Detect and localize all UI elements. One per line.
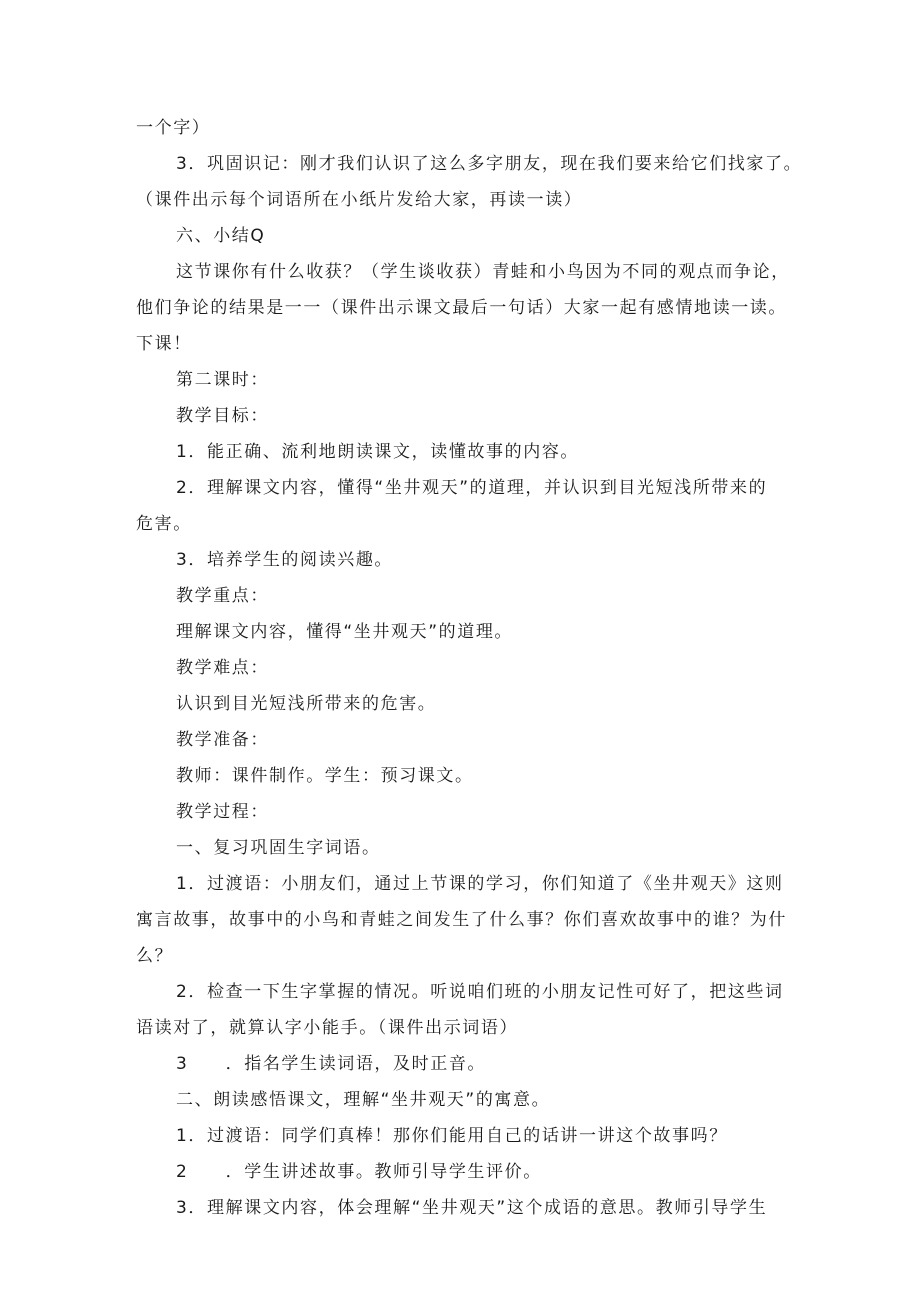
section-heading: 教学准备： xyxy=(176,730,269,750)
text-line: 1．过渡语：同学们真棒！那你们能用自己的话讲一讲这个故事吗？ xyxy=(176,1126,728,1146)
text-line: 下课！ xyxy=(136,334,192,354)
text-line: 1．能正确、流利地朗读课文，读懂故事的内容。 xyxy=(176,442,580,462)
section-heading: 六、小结Q xyxy=(176,226,266,246)
text-line: 危害。 xyxy=(136,514,192,534)
text-line: 3．培养学生的阅读兴趣。 xyxy=(176,550,394,570)
section-heading: 第二课时： xyxy=(176,370,269,390)
text-line: 2．检查一下生字掌握的情况。听说咱们班的小朋友记性可好了，把这些词 xyxy=(176,982,784,1002)
section-heading: 二、朗读感悟课文，理解“坐井观天”的寓意。 xyxy=(176,1090,551,1110)
section-heading: 教学目标： xyxy=(176,406,269,426)
section-heading: 一、复习巩固生字词语。 xyxy=(176,838,381,858)
section-heading: 教学难点： xyxy=(176,658,269,678)
text-line: 2．理解课文内容，懂得“坐井观天”的道理，并认识到目光短浅所带来的 xyxy=(176,478,768,498)
text-line: 这节课你有什么收获？（学生谈收获）青蛙和小鸟因为不同的观点而争论， xyxy=(176,262,790,282)
text-line: 寓言故事，故事中的小鸟和青蛙之间发生了什么事？你们喜欢故事中的谁？为什 xyxy=(136,910,787,930)
text-line: 1．过渡语：小朋友们，通过上节课的学习，你们知道了《坐井观天》这则 xyxy=(176,874,784,894)
text-line: 么？ xyxy=(136,946,174,966)
text-line: 3．巩固识记：刚才我们认识了这么多字朋友，现在我们要来给它们找家了。 xyxy=(176,154,803,174)
text-line: 他们争论的结果是一一（课件出示课文最后一句话）大家一起有感情地读一读。 xyxy=(136,298,787,318)
section-heading: 教学重点： xyxy=(176,586,269,606)
text-line: （课件出示每个词语所在小纸片发给大家，再读一读） xyxy=(136,190,583,210)
section-heading: 教学过程： xyxy=(176,802,269,822)
text-line: 语读对了，就算认字小能手。（课件出示词语） xyxy=(136,1018,519,1038)
text-line: 3 ．指名学生读词语，及时正音。 xyxy=(176,1054,487,1074)
text-line: 3．理解课文内容，体会理解“坐井观天”这个成语的意思。教师引导学生 xyxy=(176,1198,768,1218)
text-line: 2 ．学生讲述故事。教师引导学生评价。 xyxy=(176,1162,542,1182)
text-line: 教师：课件制作。学生：预习课文。 xyxy=(176,766,474,786)
text-line: 理解课文内容，懂得“坐井观天”的道理。 xyxy=(176,622,514,642)
text-line: 一个字） xyxy=(136,118,211,138)
text-line: 认识到目光短浅所带来的危害。 xyxy=(176,694,437,714)
